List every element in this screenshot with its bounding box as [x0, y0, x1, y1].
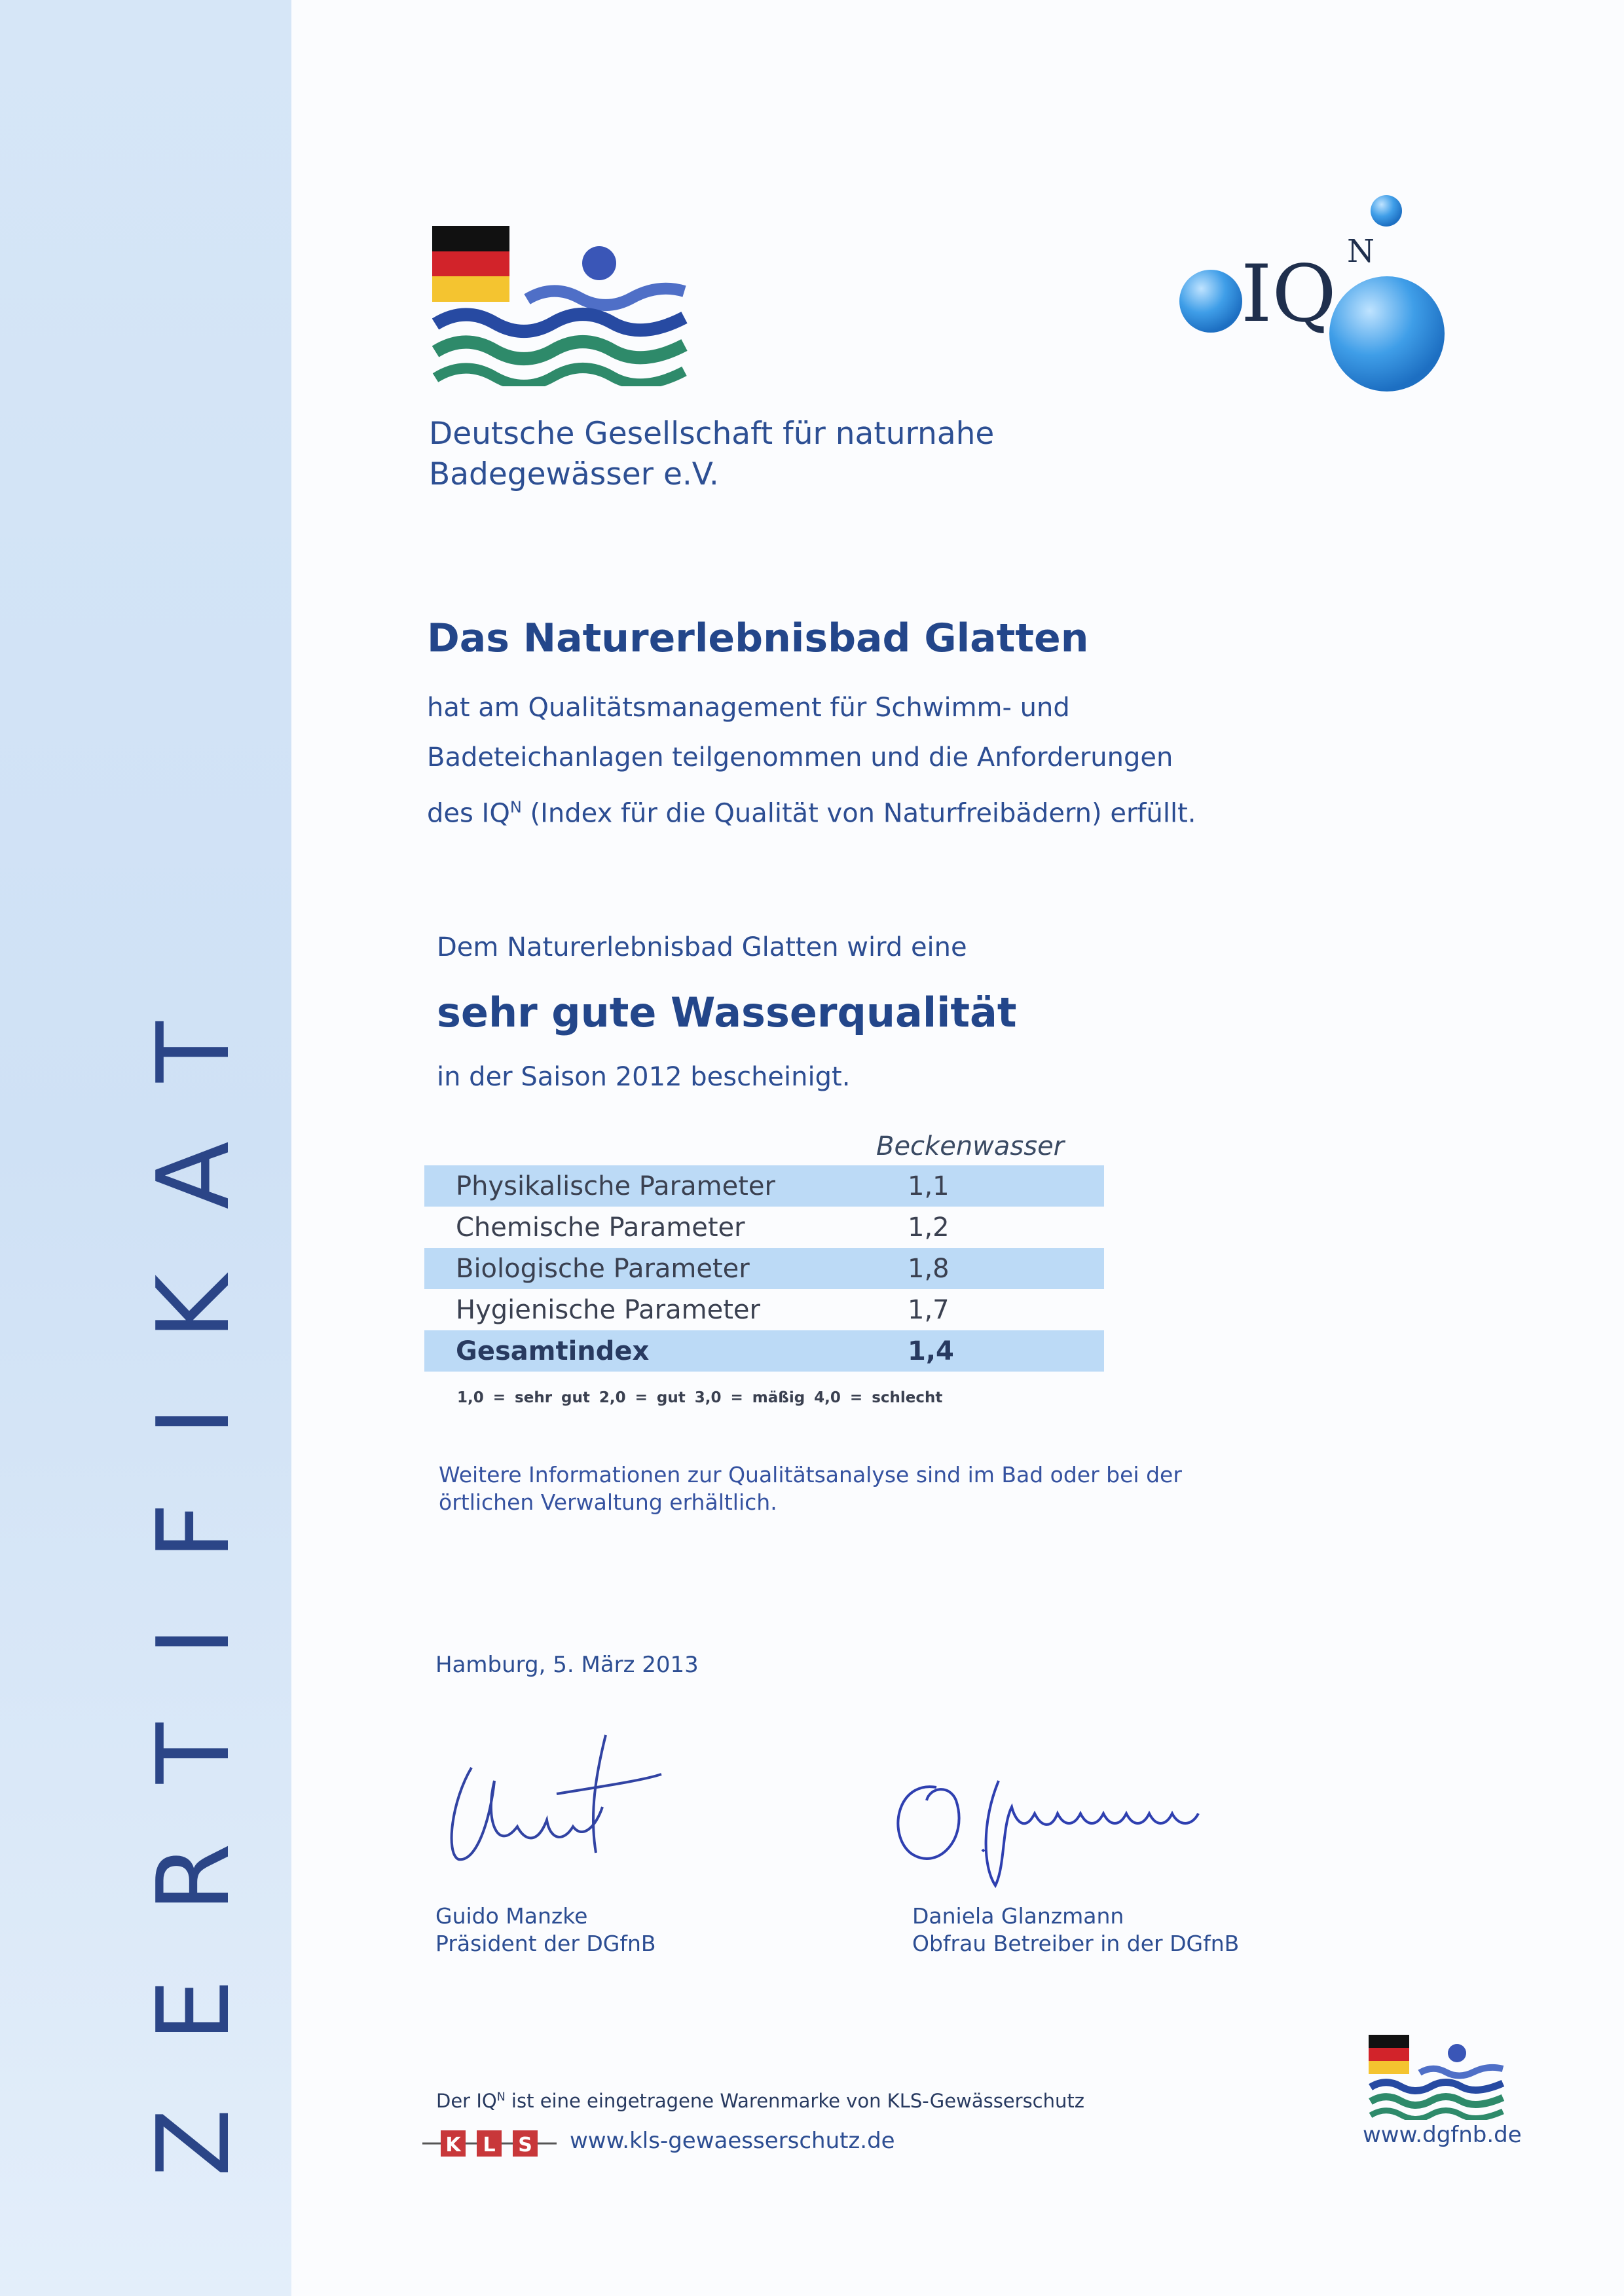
iqn-logo: [1175, 190, 1483, 399]
svg-text:S: S: [518, 2134, 532, 2157]
quality-rating: sehr gute Wasserqualität: [437, 989, 1017, 1036]
table-row: [424, 1289, 1104, 1330]
signature-glanzmann: [884, 1761, 1225, 1892]
season-line: in der Saison 2012 bescheinigt.: [437, 1062, 851, 1092]
signatory-2: [912, 1903, 1239, 1958]
intro-line3: des $IQ^N$ (Index für die Qualität von Naturfreibädern) erfüllt.: [427, 798, 1196, 829]
signatory-name: Daniela Glanzmann: [912, 1903, 1124, 1929]
org-name-line2: Badegewässer e.V.: [429, 456, 719, 492]
row-label: Biologische Parameter: [456, 1253, 750, 1284]
row-label: Gesamtindex: [456, 1336, 650, 1366]
kls-logo: [422, 2128, 557, 2159]
dgfnb-logo: [432, 226, 691, 386]
statement: Dem Naturerlebnisbad Glatten wird eine: [437, 932, 967, 962]
dgfnb-url[interactable]: www.dgfnb.de: [1363, 2122, 1522, 2148]
certificate-title: Das Naturerlebnisbad Glatten: [427, 615, 1089, 661]
row-value: 1,2: [908, 1212, 950, 1243]
signatory-role: Obfrau Betreiber in der DGfnB: [912, 1931, 1240, 1956]
intro-line2: Badeteichanlagen teilgenommen und die Anforderungen: [427, 742, 1173, 773]
svg-text:L: L: [483, 2134, 496, 2157]
row-value: 1,4: [908, 1336, 954, 1366]
org-name: [429, 414, 994, 495]
info-text: [439, 1461, 1329, 1516]
rating-legend: 1,0 = sehr gut 2,0 = gut 3,0 = mäßig 4,0 = schlecht: [457, 1389, 943, 1406]
row-value: 1,7: [908, 1294, 950, 1325]
table-row: [424, 1207, 1104, 1248]
sidebar-title: [0, 0, 291, 2296]
table-row: [424, 1165, 1104, 1207]
dgfnb-logo-small: [1369, 2035, 1506, 2120]
iqn-logo-sup: N: [1347, 233, 1375, 270]
trademark-note: Der $IQ^N$ ist eine eingetragene Warenmarke von KLS-Gewässerschutz: [436, 2090, 1084, 2112]
table-column-header: Beckenwasser: [876, 1131, 1065, 1161]
row-label: Physikalische Parameter: [456, 1171, 775, 1201]
sidebar-title-text: ZERTIFIKAT: [136, 955, 251, 2177]
row-label: Chemische Parameter: [456, 1212, 745, 1243]
signatory-1: [435, 1903, 656, 1958]
table-row-total: [424, 1330, 1104, 1372]
issue-date: Hamburg, 5. März 2013: [435, 1652, 699, 1678]
svg-text:K: K: [445, 2134, 461, 2157]
signatory-name: Guido Manzke: [435, 1903, 588, 1929]
iqn-logo-text: IQ: [1241, 249, 1337, 340]
row-value: 1,1: [908, 1171, 950, 1201]
info-line1: Weitere Informationen zur Qualitätsanalyse sind im Bad oder bei der: [439, 1462, 1182, 1487]
parameter-table: [424, 1165, 1104, 1372]
row-label: Hygienische Parameter: [456, 1294, 760, 1325]
table-row: [424, 1248, 1104, 1289]
signatory-role: Präsident der DGfnB: [435, 1931, 656, 1956]
certificate-intro: [427, 683, 1344, 838]
row-value: 1,8: [908, 1253, 950, 1284]
signature-manzke: [432, 1728, 668, 1886]
info-line2: örtlichen Verwaltung erhältlich.: [439, 1489, 777, 1515]
kls-url[interactable]: www.kls-gewaesserschutz.de: [570, 2128, 895, 2154]
org-name-line1: Deutsche Gesellschaft für naturnahe: [429, 416, 995, 452]
intro-line1: hat am Qualitätsmanagement für Schwimm- und: [427, 693, 1070, 723]
